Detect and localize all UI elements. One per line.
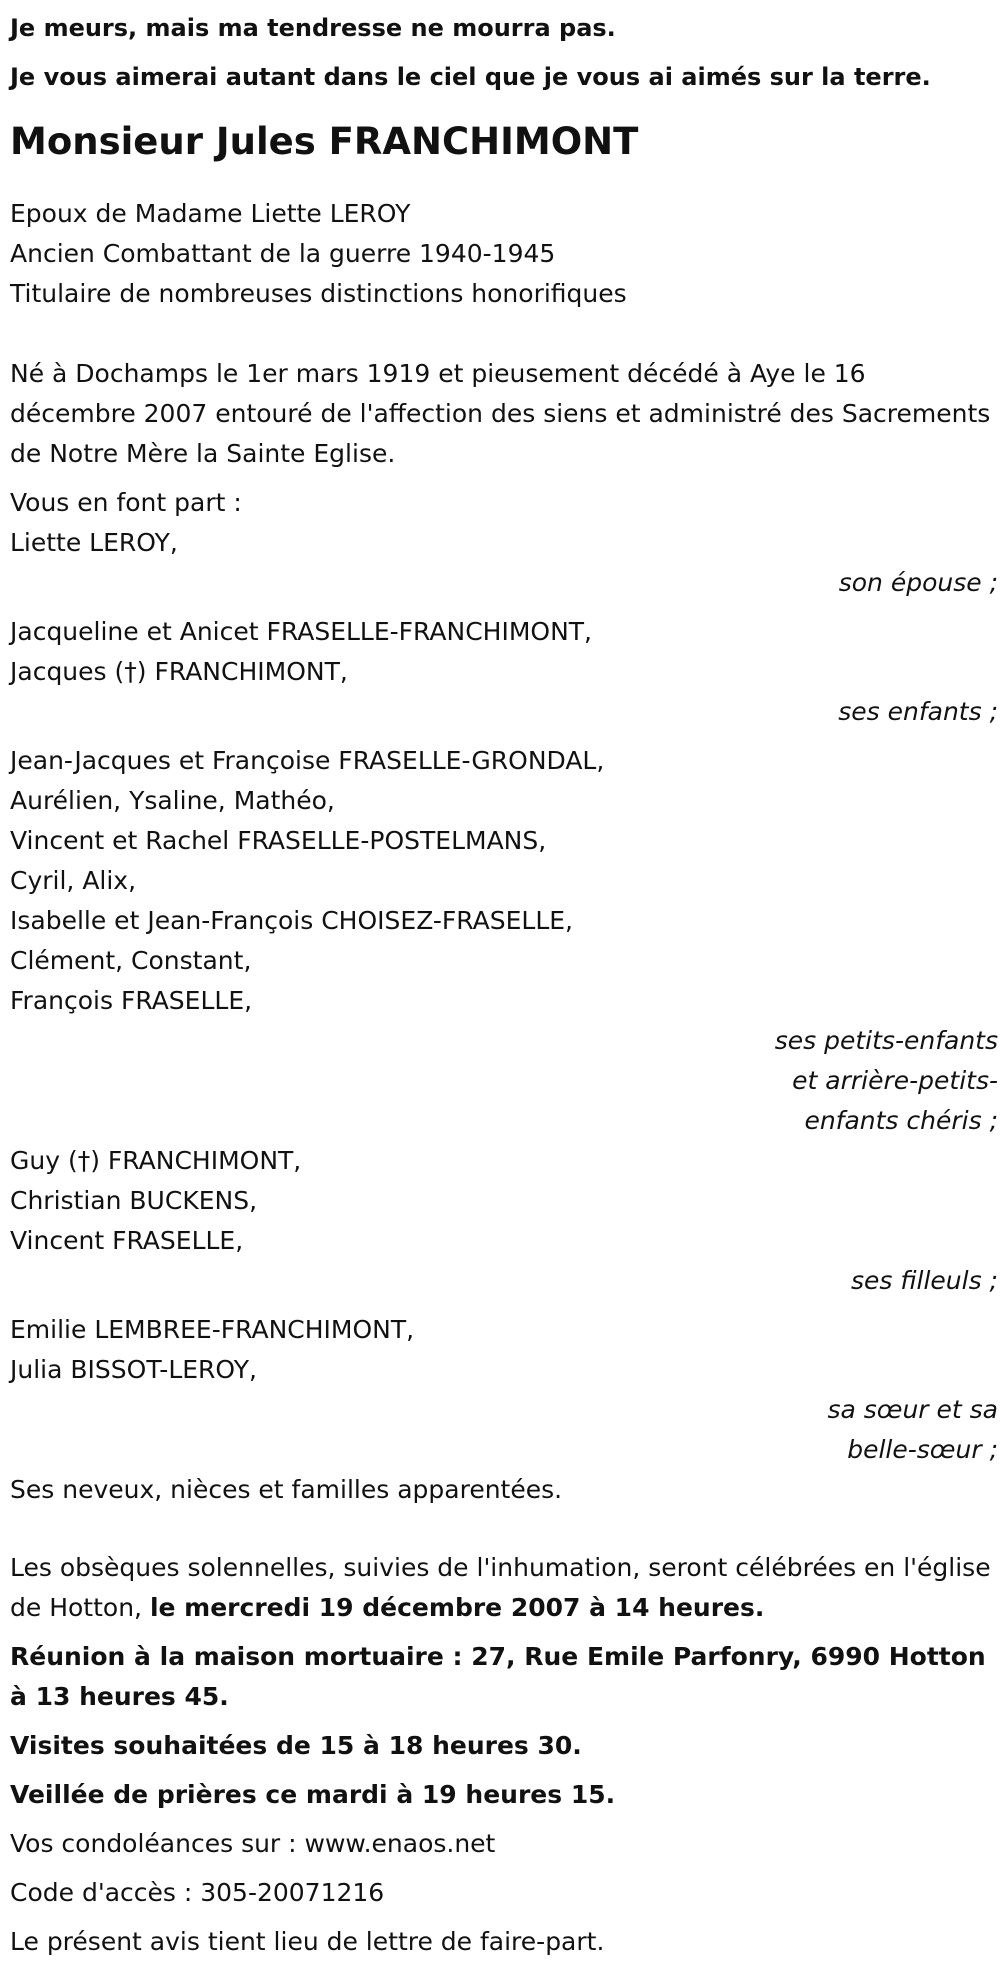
announce-intro: Vous en font part : xyxy=(10,488,242,517)
family-name: Cyril, Alix, xyxy=(10,866,137,895)
funeral-info xyxy=(10,1548,995,1628)
family-name: Emilie LEMBREE-FRANCHIMONT, xyxy=(10,1315,415,1344)
family-name: François FRASELLE, xyxy=(10,986,253,1015)
family-role: ses enfants ; xyxy=(838,697,998,726)
funeral-text: Les obsèques solennelles, suivies de l'inhumation, seront célébrées en l'église de Hotton, xyxy=(10,1553,991,1622)
family-name: Jacques (†) FRANCHIMONT, xyxy=(10,657,348,686)
family-group-sisters xyxy=(10,1310,998,1470)
family-name: Clément, Constant, xyxy=(10,946,252,975)
family-role: ses petits-enfants xyxy=(774,1026,998,1055)
family-name: Jacqueline et Anicet FRASELLE-FRANCHIMONT, xyxy=(10,617,593,646)
family-name: Aurélien, Ysaline, Mathéo, xyxy=(10,786,335,815)
family-name: Isabelle et Jean-François CHOISEZ-FRASELLE, xyxy=(10,906,574,935)
family-group-spouse xyxy=(10,523,998,603)
family-name: Liette LEROY, xyxy=(10,528,178,557)
family-name: Jean-Jacques et Françoise FRASELLE-GRONDAL, xyxy=(10,746,605,775)
family-role: et arrière-petits- xyxy=(792,1066,998,1095)
access-code: Code d'accès : 305-20071216 xyxy=(10,1878,385,1907)
reunion-info: Réunion à la maison mortuaire : 27, Rue Emile Parfonry, 6990 Hotton à 13 heures 45. xyxy=(10,1642,986,1711)
titles-block xyxy=(10,194,990,314)
family-role: ses filleuls ; xyxy=(851,1266,998,1295)
epigraph-line-2: Je vous aimerai autant dans le ciel que je vous ai aimés sur la terre. xyxy=(10,63,931,91)
family-name: Vincent FRASELLE, xyxy=(10,1226,244,1255)
family-role: enfants chéris ; xyxy=(804,1106,998,1135)
deceased-name: Monsieur Jules FRANCHIMONT xyxy=(10,120,639,163)
family-group-godchildren xyxy=(10,1141,998,1301)
family-group-children xyxy=(10,612,998,732)
visits-info: Visites souhaitées de 15 à 18 heures 30. xyxy=(10,1731,582,1760)
funeral-date: le mercredi 19 décembre 2007 à 14 heures. xyxy=(149,1593,765,1622)
title-line: Titulaire de nombreuses distinctions honorifiques xyxy=(10,279,627,308)
title-line: Epoux de Madame Liette LEROY xyxy=(10,199,411,228)
biography: Né à Dochamps le 1er mars 1919 et pieusement décédé à Aye le 16 décembre 2007 entouré de l'affection des siens et administré des Sacrements de Notre Mère la Sainte Eglise. xyxy=(10,359,991,468)
family-name: Julia BISSOT-LEROY, xyxy=(10,1355,257,1384)
family-name: Christian BUCKENS, xyxy=(10,1186,258,1215)
closing-note: Le présent avis tient lieu de lettre de faire-part. xyxy=(10,1927,605,1956)
family-name: Vincent et Rachel FRASELLE-POSTELMANS, xyxy=(10,826,547,855)
vigil-info: Veillée de prières ce mardi à 19 heures 15. xyxy=(10,1780,616,1809)
family-role: sa sœur et sa xyxy=(827,1395,998,1424)
family-role: son épouse ; xyxy=(838,568,998,597)
family-role: belle-sœur ; xyxy=(847,1435,998,1464)
family-group-grandchildren xyxy=(10,741,998,1141)
obituary-content xyxy=(10,4,998,1962)
relatives-line: Ses neveux, nièces et familles apparentées. xyxy=(10,1475,563,1504)
title-line: Ancien Combattant de la guerre 1940-1945 xyxy=(10,239,556,268)
epigraph-line-1: Je meurs, mais ma tendresse ne mourra pas. xyxy=(10,14,616,42)
condolences-info: Vos condoléances sur : www.enaos.net xyxy=(10,1829,496,1858)
family-name: Guy (†) FRANCHIMONT, xyxy=(10,1146,302,1175)
